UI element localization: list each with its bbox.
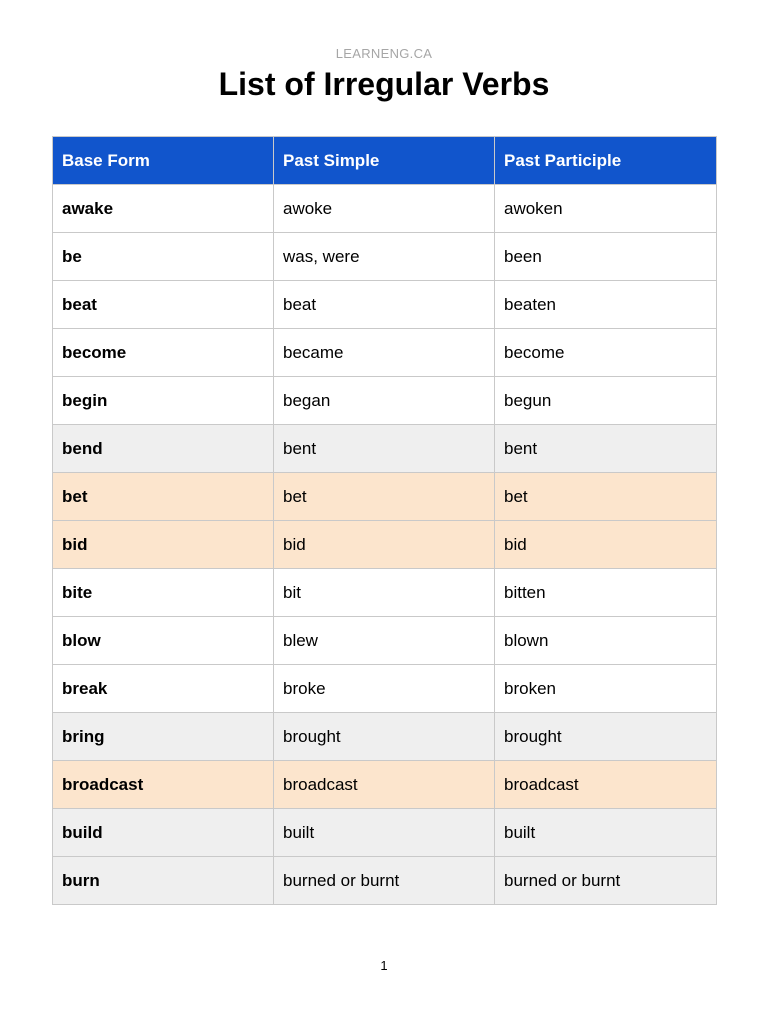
table-row (53, 473, 717, 521)
table-row (53, 329, 717, 377)
page-number: 1 (380, 958, 388, 973)
past-simple-cell: burned or burnt (274, 857, 495, 905)
past-simple-cell: brought (274, 713, 495, 761)
past-simple-cell: broadcast (274, 761, 495, 809)
table-row (53, 425, 717, 473)
base-form-cell: broadcast (53, 761, 274, 809)
base-form-cell: begin (53, 377, 274, 425)
table-body (53, 185, 717, 905)
past-simple-cell: bent (274, 425, 495, 473)
table-row (53, 521, 717, 569)
past-simple-cell: broke (274, 665, 495, 713)
table-row (53, 233, 717, 281)
irregular-verbs-table (52, 136, 717, 905)
table-row (53, 665, 717, 713)
base-form-cell: awake (53, 185, 274, 233)
base-form-cell: be (53, 233, 274, 281)
site-name: LEARNENG.CA (335, 46, 433, 61)
past-participle-cell: awoken (495, 185, 717, 233)
past-participle-cell: bent (495, 425, 717, 473)
header-row (53, 137, 717, 185)
table-header (53, 137, 717, 185)
base-form-cell: bid (53, 521, 274, 569)
past-simple-cell: blew (274, 617, 495, 665)
past-participle-cell: bitten (495, 569, 717, 617)
past-simple-cell: bid (274, 521, 495, 569)
past-participle-cell: built (495, 809, 717, 857)
table-row (53, 569, 717, 617)
base-form-cell: build (53, 809, 274, 857)
past-participle-cell: beaten (495, 281, 717, 329)
base-form-cell: beat (53, 281, 274, 329)
past-participle-cell: been (495, 233, 717, 281)
past-participle-cell: bet (495, 473, 717, 521)
base-form-cell: burn (53, 857, 274, 905)
table-row (53, 761, 717, 809)
base-form-cell: break (53, 665, 274, 713)
page-title: List of Irregular Verbs (218, 66, 550, 102)
past-participle-cell: become (495, 329, 717, 377)
past-simple-cell: became (274, 329, 495, 377)
base-form-cell: bring (53, 713, 274, 761)
past-participle-cell: begun (495, 377, 717, 425)
past-simple-cell: awoke (274, 185, 495, 233)
base-form-cell: blow (53, 617, 274, 665)
table-row (53, 377, 717, 425)
table-row (53, 617, 717, 665)
past-simple-cell: bit (274, 569, 495, 617)
past-simple-cell: built (274, 809, 495, 857)
past-participle-cell: broadcast (495, 761, 717, 809)
base-form-cell: bite (53, 569, 274, 617)
table-row (53, 185, 717, 233)
base-form-cell: become (53, 329, 274, 377)
past-simple-cell: was, were (274, 233, 495, 281)
past-simple-cell: bet (274, 473, 495, 521)
column-header-past-participle: Past Participle (495, 137, 717, 185)
past-participle-cell: blown (495, 617, 717, 665)
column-header-past-simple: Past Simple (274, 137, 495, 185)
table-row (53, 857, 717, 905)
table-row (53, 713, 717, 761)
past-simple-cell: began (274, 377, 495, 425)
table-row (53, 809, 717, 857)
past-participle-cell: bid (495, 521, 717, 569)
base-form-cell: bend (53, 425, 274, 473)
past-participle-cell: brought (495, 713, 717, 761)
column-header-base-form: Base Form (53, 137, 274, 185)
past-participle-cell: burned or burnt (495, 857, 717, 905)
base-form-cell: bet (53, 473, 274, 521)
past-simple-cell: beat (274, 281, 495, 329)
table-row (53, 281, 717, 329)
past-participle-cell: broken (495, 665, 717, 713)
